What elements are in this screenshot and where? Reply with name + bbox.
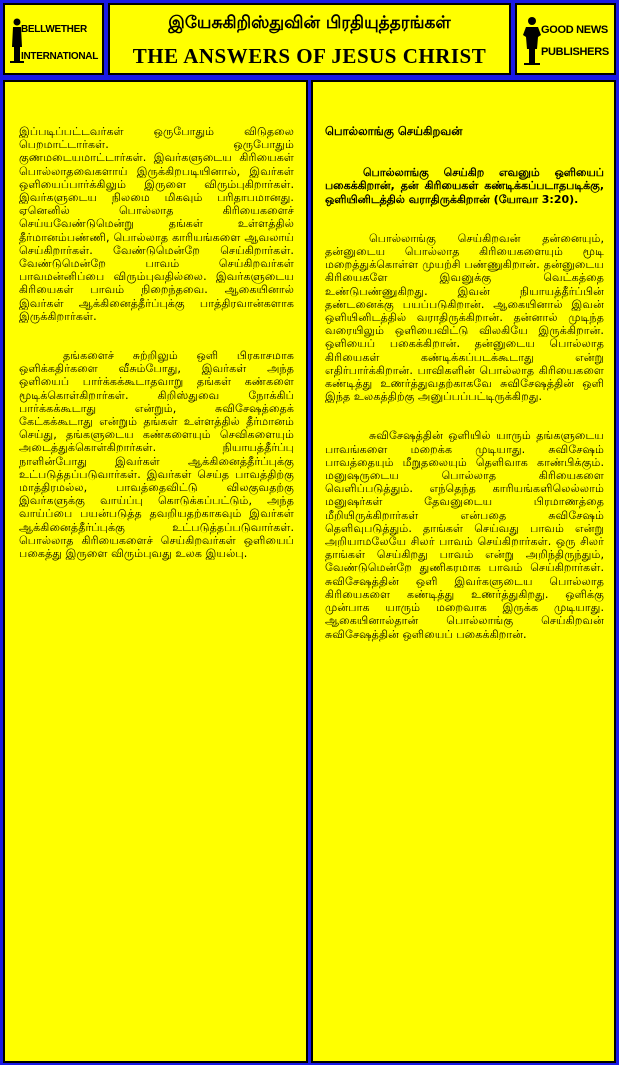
right-column [311, 80, 616, 1063]
bellwether-logo-line2: INTERNATIONAL [21, 51, 99, 62]
good-news-logo [515, 3, 616, 75]
section-heading: பொல்லாங்கு செய்கிறவன் [325, 124, 463, 138]
left-column [3, 80, 308, 1063]
title-banner [108, 3, 511, 75]
bellwether-logo-line1: BELLWETHER [21, 24, 87, 35]
right-paragraph-2: சுவிசேஷத்தின் ஒளியில் யாரும் தங்களுடைய பாவங்களை மறைக்க முடியாது. சுவிசேஷம் பாவத்தையும் மீறுதலையும் தெளிவாக காண்பிக்கும். மனுஷருடைய பொல்லாத கிரியைகளை வெளிப்படுத்தும். எந்தெந்த காரியங்களிலெல்லாம் மனுஷர்கள் தேவனுடைய பிரமாணத்தை மீறியிருக்கிறார்கள் என்பதை சுவிசேஷம் தெளிவுபடுத்தும். தாங்கள் செய்வது பாவம் என்று அறியாமலேயே சிலர் பாவம் செய்கிறார்கள். ஒரு சிலர் தாங்கள் செய்கிறது பாவம் என்று அறிந்திருந்தும், வேண்டுமென்றே துணிகரமாக பாவம் செய்கிறார்கள். சுவிசேஷத்தின் ஒளி இவர்களுடைய பொல்லாத கிரியைகளை கண்டித்து உணர்த்துகிறது. ஒளிக்கு முன்பாக யாரும் மறைவாக இருக்க முடியாது. ஆகையினால்தான் பொல்லாங்கு செய்கிறவன் சுவிசேஷத்தின் ஒளியைப் பகைக்கிறான். [325, 429, 604, 641]
right-paragraph-1: பொல்லாங்கு செய்கிறவன் தன்னையும், தன்னுடைய பொல்லாத கிரியைகளையும் மூடி மறைத்துக்கொள்ள முயற்சி பண்ணுகிறான். தன்னுடைய கிரியைகளே இவனுக்கு வெட்கத்தை உண்டுபண்ணுகிறது. இவன் நியாயத்தீர்ப்பின் தண்டனைக்கு பயப்படுகிறான். ஆகையினால் இவன் ஒளியினிடத்தில் வராதிருக்கிறான். தன்னால் முடிந்த வரையிலும் ஒளியைவிட்டு விலகியே இருக்கிறான். ஒளியைப் பகைக்கிறான். தன்னுடைய பொல்லாத கிரியைகள் கண்டிக்கப்படக்கூடாது என்று எதிர்பார்க்கிறான். பாவிகளின் பொல்லாத கிரியைகளை கண்டித்து உணர்த்துவதற்காகவே சுவிசேஷத்தின் ஒளி இந்த உலகத்திற்கு அனுப்பப்பட்டிருக்கிறது. [325, 231, 604, 404]
good-news-figure-icon [523, 15, 541, 65]
page-title-tamil: இயேசுகிறிஸ்துவின் பிரதியுத்தரங்கள் [168, 13, 451, 33]
left-paragraph-2: தங்களைச் சுற்றிலும் ஒளி பிரகாசமாக ஒளிக்கதிர்களை வீசும்போது, இவர்கள் அந்த ஒளியைப் பார்க்கக்கூடாதவாறு தங்கள் கண்களை மூடிக்கொள்கிறார்கள். கிறிஸ்துவை நோக்கிப் பார்க்கக்கூடாது என்றும், சுவிசேஷத்தைக் கேட்கக்கூடாது என்றும் தங்கள் உள்ளத்தில் தீர்மானம் செய்து, தங்களுடைய கண்களையும் செவிகளையும் அடைத்துக்கொள்கிறார்கள். நியாயத்தீர்ப்பு நாளின்போது இவர்கள் ஆக்கினைத்தீர்ப்புக்கு உட்படுத்தப்படுவார்கள். இவர்கள் செய்த பாவத்திற்கு மாத்திரமல்ல, பாவத்தைவிட்டு விலகுவதற்கு இவர்களுக்கு வாய்ப்பு கொடுக்கப்பட்டும், அந்த வாய்ப்பை பயன்படுத்த தவறியதற்காகவும் இவர்கள் ஆக்கினைத்தீர்ப்புக்கு உட்படுத்தப்படுவார்கள். பொல்லாத கிரியைகளைச் செய்கிறவர்கள் ஒளியைப் பகைத்து இருளை விரும்புவது உலக இயல்பு. [19, 349, 294, 561]
good-news-logo-line2: PUBLISHERS [541, 46, 609, 58]
good-news-logo-text [541, 23, 609, 59]
page-title-english: THE ANSWERS OF JESUS CHRIST [132, 44, 487, 68]
bellwether-logo [3, 3, 104, 75]
scripture-verse: பொல்லாங்கு செய்கிற எவனும் ஒளியைப் பகைக்கிறான், தன் கிரியைகள் கண்டிக்கப்படாதபடிக்கு, ஒளியினிடத்தில் வராதிருக்கிறான் (யோவா 3:20). [325, 166, 604, 206]
left-paragraph-1: இப்படிப்பட்டவர்கள் ஒருபோதும் விடுதலை பெறமாட்டார்கள். ஒருபோதும் குணமடையமாட்டார்கள். இவர்களுடைய கிரியைகள் பொல்லாதவைகளாய் இருக்கிறபடியினால், இவர்கள் ஒளியைப்பார்க்கிலும் இருளை விரும்புகிறார்கள். இவர்களுடைய நிலமை மிகவும் பரிதாபமானது. ஏனெனில் பொல்லாத கிரியைகளைச் செய்யவேண்டுமென்று தங்கள் உள்ளத்தில் தீர்மானம்பண்ணி, பொல்லாத காரியங்களை ஆவலாய் செய்கிறார்கள். வேண்டுமென்றே செய்கிறார்கள். வேண்டுமென்றே பாவம் செய்கிறவர்கள் பாவமன்னிப்பை விரும்புவதில்லை. இவர்களுடைய கிரியைகள் பாவம் நிறைந்தவை. ஆகையினால் இவர்கள் ஆக்கினைத்தீர்ப்புக்கு பாத்திரவான்களாக இருக்கிறார்கள். [19, 125, 294, 323]
good-news-logo-line1: GOOD NEWS [541, 24, 608, 36]
page-header [0, 0, 619, 78]
bellwether-logo-text [21, 23, 98, 63]
